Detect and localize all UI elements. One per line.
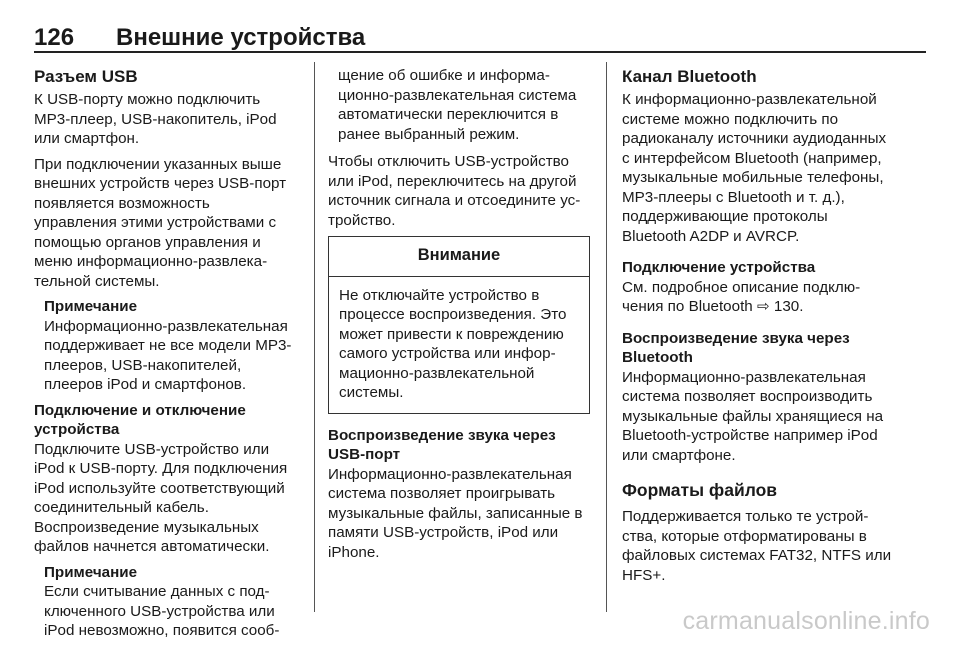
subheading-bluetooth-playback: Воспроизведение звука через Bluetooth: [622, 329, 850, 366]
column-divider-1: [314, 62, 315, 612]
subheading-connect: Подключение и отключение устройства: [34, 401, 246, 438]
section-title-usb: Разъем USB: [34, 67, 138, 86]
paragraph: Чтобы отключить USB-устройство или iPod, переключитесь на другой источник сигнала и отсоедините устройство.: [328, 153, 581, 229]
note-title: Примечание: [44, 563, 138, 581]
paragraph: При подключении указанных выше внешних устройств через USB-порт появляется возможность управления этими устройствами с помощью органов управления и меню информационно-развлекательной системы.: [34, 155, 287, 290]
note-text: Информационно-развлекательная поддерживает не все модели MP3-плееров, USB-накопителей, плееров iPod и смартфонов.: [44, 317, 292, 393]
paragraph: См. подробное описание подключения по Bluetooth ⇨ 130.: [622, 278, 861, 315]
page-title: Внешние устройства: [116, 24, 366, 51]
paragraph: Подключите USB-устройство или iPod к USB-порту. Для подключения iPod используйте соответствующий соединительный кабель. Воспроизведение музыкальных файлов начнется автоматически.: [34, 440, 288, 555]
column-bluetooth: [622, 66, 892, 591]
column-usb: [34, 66, 296, 647]
page-header: [34, 24, 926, 54]
note-continuation: щение об ошибке и информационно-развлекательная система автоматически переключится в ранее выбранный режим.: [338, 67, 577, 143]
subheading-device-connect: Подключение устройства: [622, 259, 816, 276]
warning-text: Не отключайте устройство в процессе воспроизведения. Это может привести к повреждению самого устройства или информационно-развлекательной системы.: [339, 286, 567, 401]
section-title-file-formats: Форматы файлов: [622, 480, 778, 500]
note-block: [34, 563, 296, 641]
section-title-bluetooth: Канал Bluetooth: [622, 67, 757, 86]
column-usb-continued: [328, 66, 590, 568]
warning-box: [328, 236, 590, 414]
paragraph: Поддерживается только те устройства, которые отформатированы в файловых системах FAT32, NTFS или HFS+.: [622, 508, 892, 584]
note-title: Примечание: [44, 298, 138, 315]
paragraph: Информационно-развлекательная система позволяет воспроизводить музыкальные файлы хранящиеся на Bluetooth-устройстве например iPod или смартфоне.: [622, 368, 884, 464]
note-text: Если считывание данных с подключенного USB-устройства или iPod невозможно, появится сооб-: [44, 583, 280, 639]
paragraph: К USB-порту можно подключить MP3-плеер, USB-накопитель, iPod или смартфон.: [34, 91, 277, 147]
watermark: carmanualsonline.info: [682, 607, 930, 635]
note-block: [34, 297, 296, 395]
paragraph: К информационно-развлекательной системе можно подключить по радиоканалу источники аудиоданных с интерфейсом Bluetooth (например, музыкальные мобильные телефоны, MP3-плееры с Bluetooth и т. д.), поддерживающие протоколы Bluetooth A2DP и AVRCP.: [622, 91, 887, 245]
header-divider: [34, 51, 926, 53]
paragraph: Информационно-развлекательная система позволяет проигрывать музыкальные файлы, записанные в памяти USB-устройств, iPod или iPhone.: [328, 465, 583, 561]
warning-title: Внимание: [329, 237, 589, 277]
page-number: 126: [34, 24, 75, 51]
subheading-usb-playback: Воспроизведение звука через USB-порт: [328, 426, 556, 463]
column-divider-2: [606, 62, 607, 612]
